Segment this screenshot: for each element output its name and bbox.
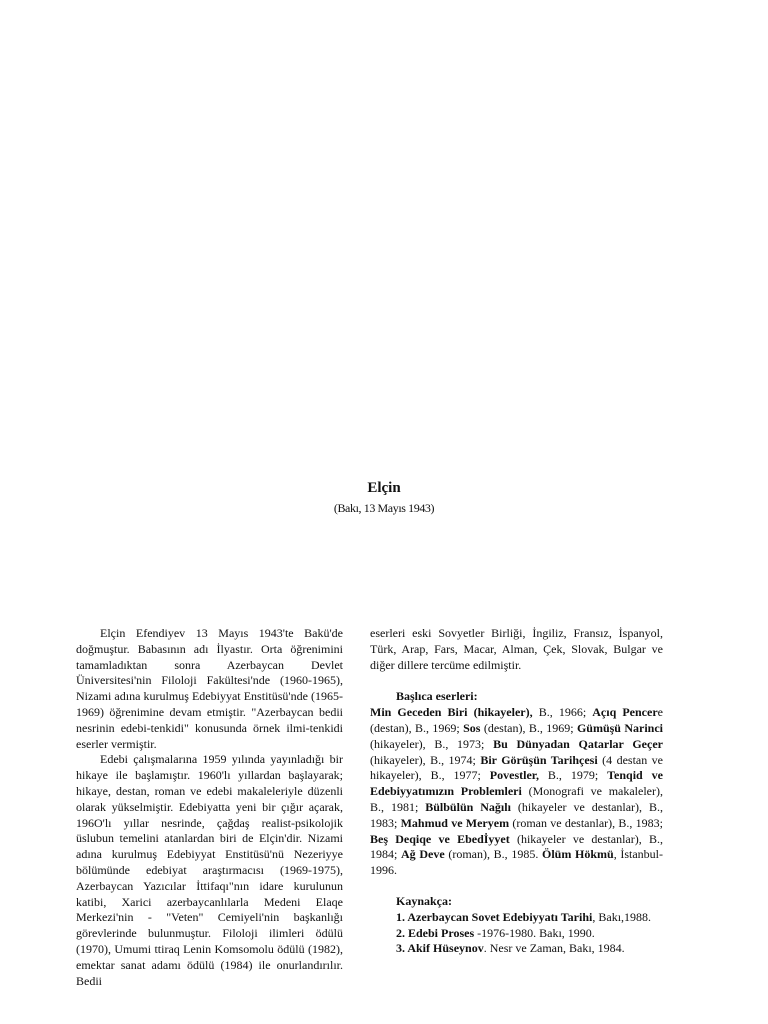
work-detail: (roman ve destanlar), B., 1983; bbox=[509, 815, 663, 830]
biography-continuation: eserleri eski Sovyetler Birliği, İngiliz, Fransız, İspanyol, Türk, Arap, Fars, Macar, Alman, Çek, Slovak, Bulgar ve diğer dillere tercüme edilmiştir. bbox=[370, 626, 663, 672]
reference-number: 2. bbox=[396, 925, 408, 940]
reference-title: Akif Hüseynov bbox=[407, 941, 484, 956]
work-detail: (4 destan ve hikayeler), B., 1977; bbox=[370, 752, 663, 783]
page-title: Elçin bbox=[367, 480, 401, 496]
left-column bbox=[76, 626, 343, 989]
work-title: Bu Dünyadan Qatarlar Geçer bbox=[493, 736, 663, 751]
page-subtitle: (Bakı, 13 Mayıs 1943) bbox=[333, 501, 435, 515]
work-detail: e (destan), B., 1969; bbox=[370, 705, 663, 735]
work-title: Bülbülün Nağılı bbox=[425, 799, 511, 814]
work-detail: (hikayeler ve destanlar), B., 1983; bbox=[370, 799, 664, 830]
work-detail: (hikayeler), B., 1973; bbox=[370, 736, 494, 751]
reference-item bbox=[370, 926, 663, 942]
work-detail: (hikayeler ve destanlar), B., 1984; bbox=[370, 831, 663, 862]
reference-item bbox=[370, 941, 663, 957]
reference-number: 1. bbox=[396, 909, 408, 924]
work-title: Tenqid ve Edebiyyatımızın Problemleri bbox=[370, 768, 663, 799]
right-column bbox=[370, 626, 663, 957]
work-title: Açıq Pencer bbox=[592, 705, 658, 720]
references-heading: Kaynakça: bbox=[396, 893, 453, 908]
works-heading: Başlıca eserleri: bbox=[396, 689, 478, 704]
work-title: Mahmud ve Meryem bbox=[400, 815, 510, 830]
work-detail: (Monografi ve makaleler), B., 1981; bbox=[370, 784, 663, 814]
works-list bbox=[370, 705, 663, 879]
reference-detail: , Bakı,1988. bbox=[592, 909, 652, 924]
reference-detail: . Nesr ve Zaman, Bakı, 1984. bbox=[483, 941, 625, 956]
work-detail: (hikayeler), B., 1974; bbox=[370, 752, 481, 767]
reference-number: 3. bbox=[396, 941, 408, 956]
biography-paragraph-1: Elçin Efendiyev 13 Mayıs 1943'te Bakü'de doğmuştur. Babasının adı İlyastır. Orta öğrenimini tamamladıktan sonra Azerbaycan Devlet Üniversitesi'nin Filoloji Fakültesi'nde (1960-1965), Nizami adına kurulmuş Edebiyyat Enstitüsü'nde (1965-1969) öğrenimine devam etmiştir. "Azerbaycan bedii nesrinin edebi-tenkidi" konusunda örnek ilmi-tenkidi eserler vermiştir. bbox=[76, 626, 343, 751]
work-title: Ölüm Hökmü bbox=[542, 847, 614, 862]
work-detail: B., 1979; bbox=[539, 768, 608, 783]
references-list bbox=[370, 910, 663, 957]
work-detail: (roman), B., 1985. bbox=[444, 847, 542, 862]
work-detail: B., 1966; bbox=[532, 705, 593, 720]
work-title: Sos bbox=[463, 720, 481, 735]
biography-paragraph-2: Edebi çalışmalarına 1959 yılında yayınladığı bir hikaye ile başlamıştır. 1960'lı yıllardan başlayarak; hikaye, destan, roman ve edebi makaleleriyle düzenli olarak yükselmiştir. Edebiyatta yeni bir çığır açarak, 196O'lı yıllar nesrinde, çağdaş realist-psikolojik üslubun temelini atanlardan biri de Elçin'dir. Nizami adına kurulmuş Edebiyyat Enstitüsü'nü Nezeriyye bölümünde edebiyat araştırmacısı (1969-1975), Azerbaycan Yazıcılar İttifaqı"nın idare kurulunun katibi, Xarici azerbaycanlılarla Medeni Elaqe Merkezi'nin - "Veten" Cemiyeli'nin başkanlığı görevlerinde bulunmuştur. Filoloji ilimleri ödülü (1970), Umumi ttiraq Lenin Komsomolu ödülü (1982), emektar sanat adamı ödülü (1984) ile onurlandırılır. Bedii bbox=[76, 752, 343, 988]
reference-title: Azerbaycan Sovet Edebiyyatı Tarihi bbox=[407, 909, 593, 924]
work-title: Ağ Deve bbox=[401, 847, 445, 862]
work-title: Bir Görüşün Tarihçesi bbox=[480, 752, 598, 767]
work-detail: , İstanbul-1996. bbox=[370, 847, 664, 878]
reference-title: Edebi Proses bbox=[408, 925, 475, 940]
work-title: Gümüşü Narinci bbox=[576, 720, 663, 735]
work-title: Povestler, bbox=[489, 768, 539, 783]
reference-item bbox=[370, 910, 663, 926]
reference-detail: -1976-1980. Bakı, 1990. bbox=[474, 925, 595, 940]
work-title: Beş Deqiqe ve Ebedİyyet bbox=[370, 831, 510, 846]
work-title: Min Geceden Biri (hikayeler), bbox=[370, 705, 533, 720]
work-detail: (destan), B., 1969; bbox=[480, 720, 577, 735]
